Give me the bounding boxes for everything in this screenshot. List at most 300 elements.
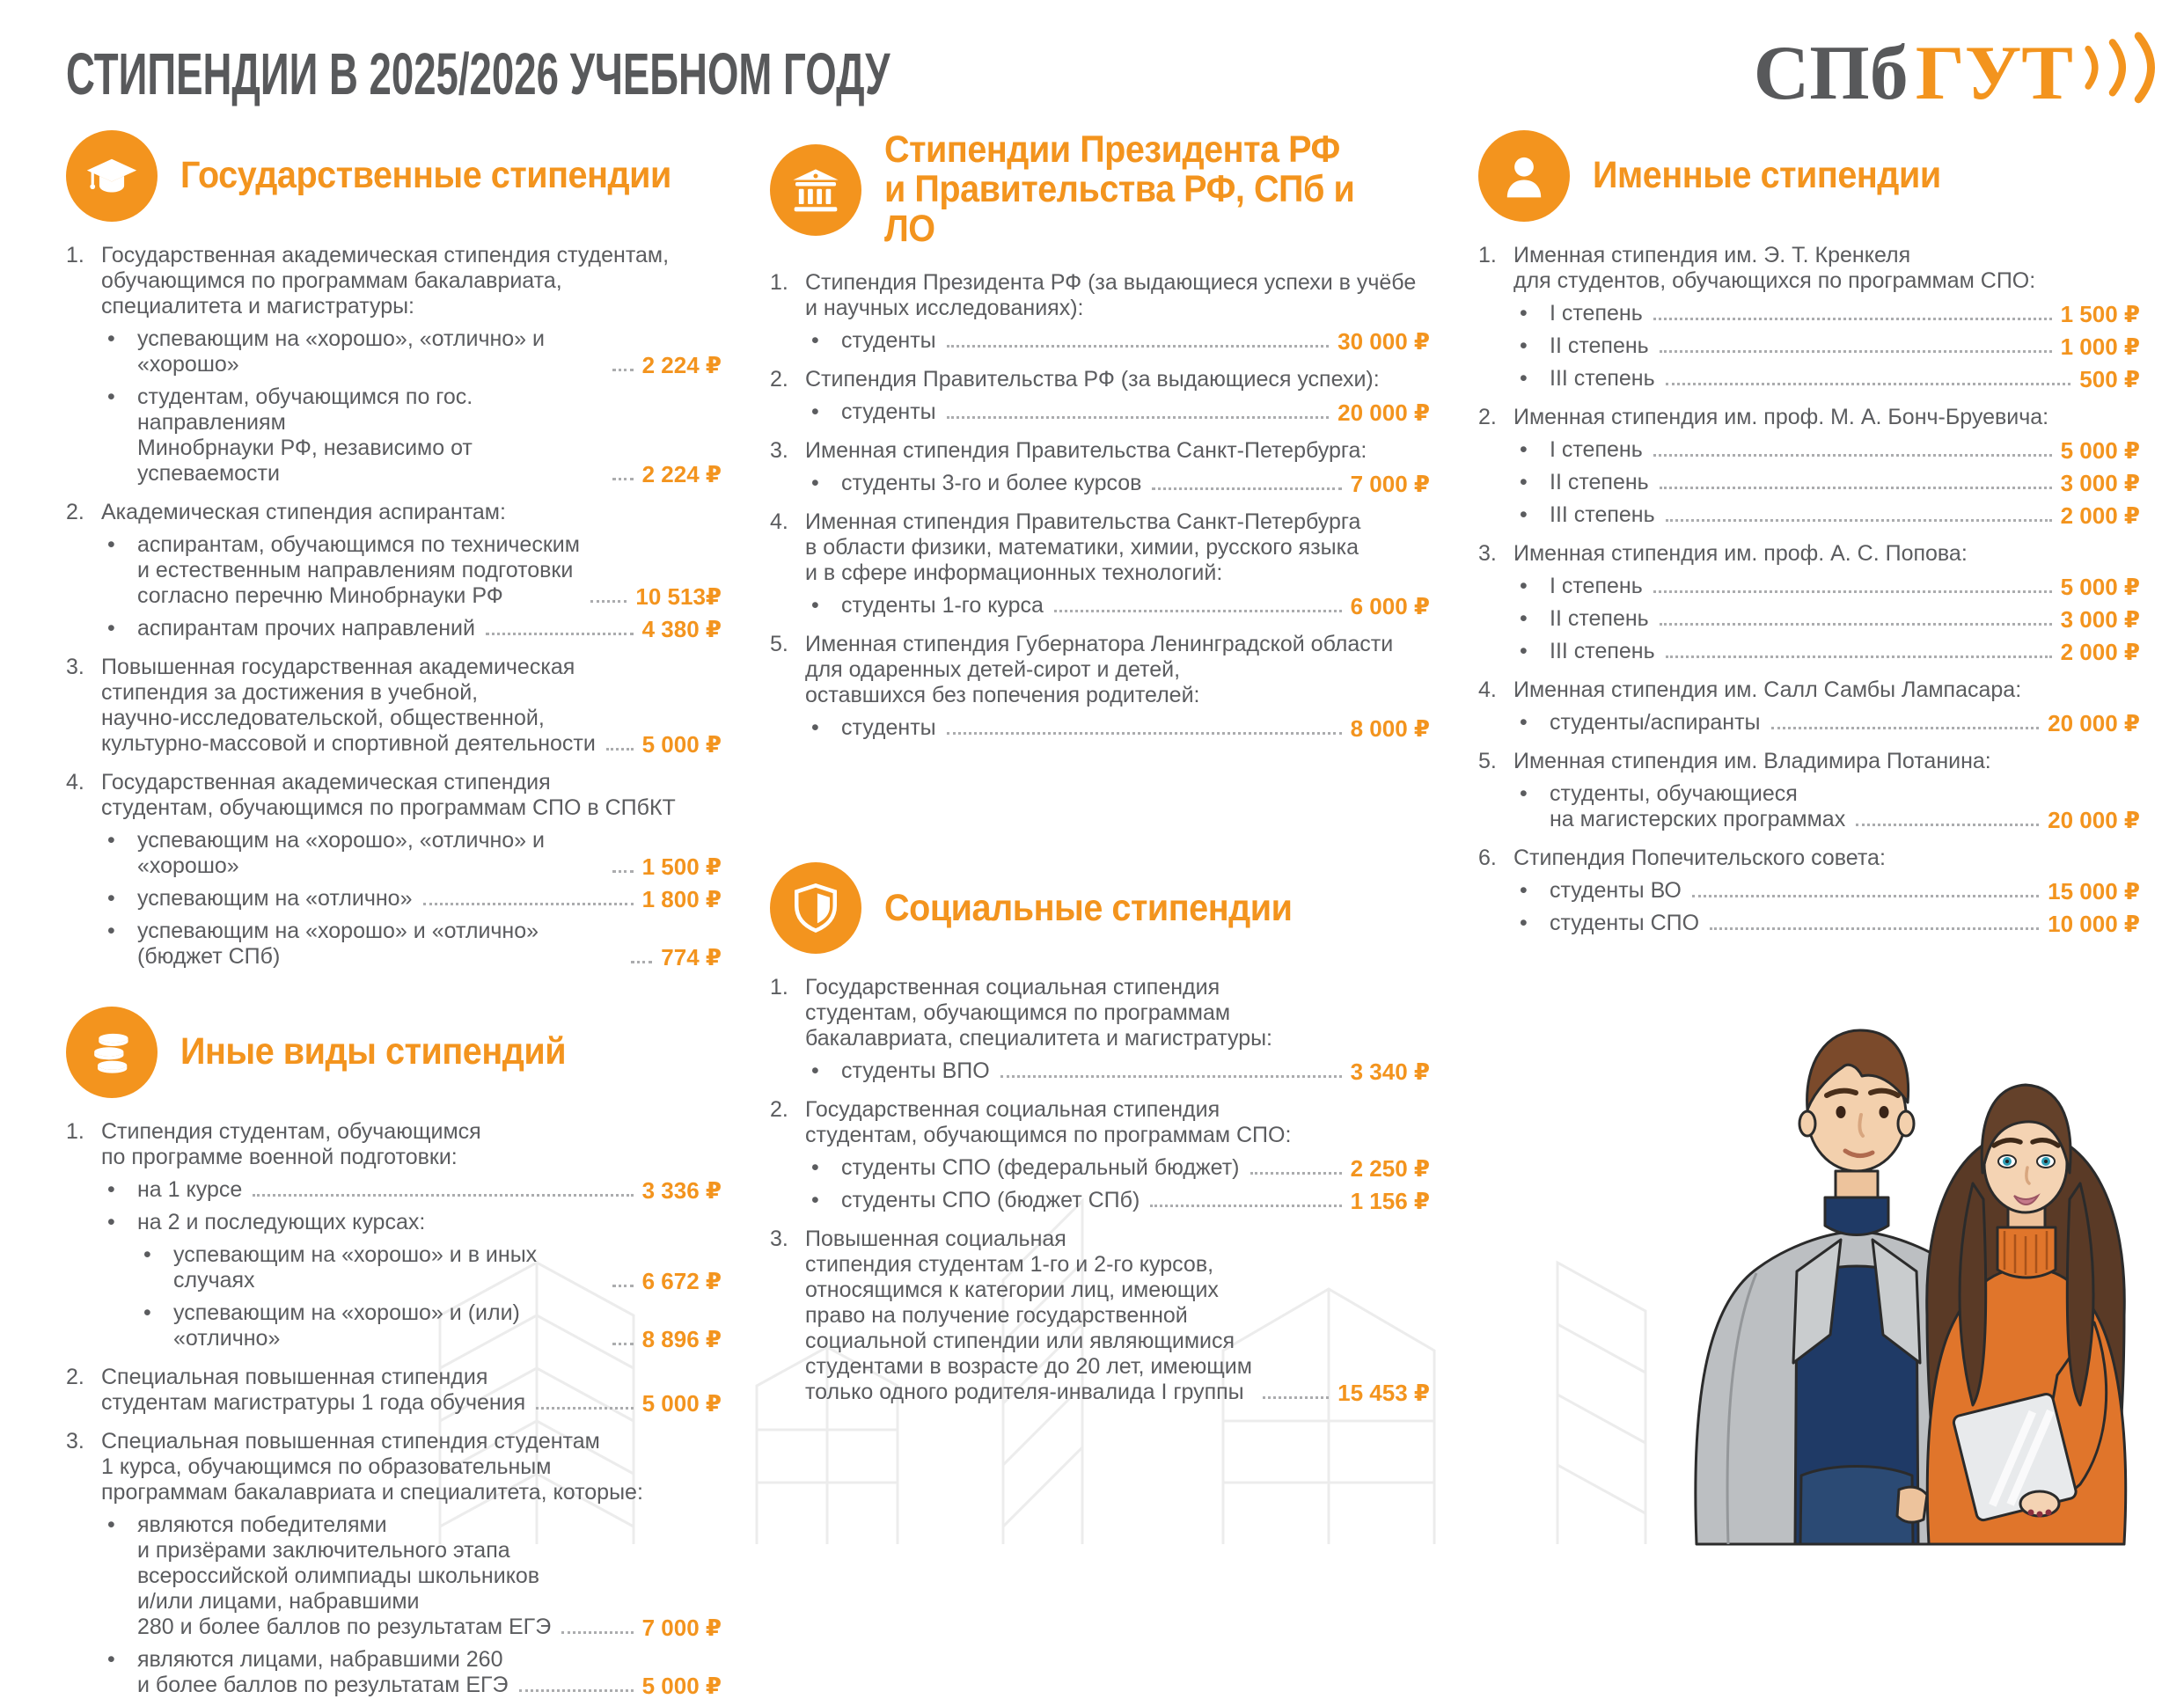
bullet-body <box>841 1155 1430 1181</box>
dotted-leader <box>1000 1075 1342 1078</box>
item-text-row <box>805 1227 1430 1405</box>
item-number: 4. <box>1478 677 1497 702</box>
amount-value: 5 000 ₽ <box>641 730 722 758</box>
dotted-leader <box>1660 623 2052 626</box>
bullet-marker-icon <box>101 1647 137 1698</box>
amount-value: 5 000 ₽ <box>2060 436 2140 464</box>
bullet-text: студенты, обучающиеся на магистерских программах <box>1550 781 1846 831</box>
bullet-item <box>137 1300 722 1351</box>
bullet-item <box>101 1210 722 1351</box>
item-text: Стипендия Попечительского совета: <box>1513 846 1886 870</box>
amount-value: 15 453 ₽ <box>1338 1380 1430 1407</box>
column-left <box>66 130 722 1698</box>
item-body <box>1513 405 2140 528</box>
bullet-body <box>1550 301 2140 326</box>
item-body <box>101 1119 722 1351</box>
item-body <box>805 270 1430 354</box>
bullet-text-row <box>1550 574 2140 599</box>
item-number: 3. <box>770 1227 788 1252</box>
item-number: 1. <box>66 243 84 267</box>
item-text-row <box>805 632 1430 708</box>
item-text: Именная стипендия им. Салл Самбы Лампасара: <box>1513 677 2022 702</box>
section-items <box>66 243 722 970</box>
bullet-item <box>805 328 1430 354</box>
bullet-body <box>1550 710 2140 736</box>
bullet-text: аспирантам прочих направлений <box>137 616 475 641</box>
bullet-marker-icon <box>137 1300 173 1351</box>
scholarship-item <box>770 438 1430 496</box>
bullet-body <box>1550 333 2140 359</box>
dotted-leader <box>486 633 634 635</box>
scholarship-item <box>66 1365 722 1416</box>
scholarship-item <box>770 509 1430 619</box>
bullet-text-row <box>137 886 722 912</box>
page-title: СТИПЕНДИИ В 2025/2026 УЧЕБНОМ ГОДУ <box>66 41 890 107</box>
bullet-text-row <box>173 1242 722 1293</box>
section-items <box>66 1119 722 1698</box>
item-number: 2. <box>66 500 84 524</box>
item-number: 3. <box>66 655 84 679</box>
dotted-leader <box>612 870 634 873</box>
bullet-item <box>805 399 1430 425</box>
amount-value: 7 000 ₽ <box>641 1614 722 1641</box>
scholarship-item <box>1478 405 2140 528</box>
section-state <box>66 130 722 970</box>
person-icon <box>1478 130 1570 222</box>
item-text: Стипендия Правительства РФ (за выдающиеся успехи): <box>805 367 1380 392</box>
dotted-leader <box>1660 487 2052 489</box>
item-text: Государственная социальная стипендия студентам, обучающимся по программам СПО: <box>805 1097 1292 1148</box>
bullet-text: успевающим на «хорошо» и (или) «отлично» <box>173 1300 520 1351</box>
bank-icon <box>770 144 861 236</box>
bullet-text-row <box>841 1188 1430 1213</box>
bullet-marker-icon <box>101 326 137 377</box>
bullet-text: I степень <box>1550 437 1643 462</box>
dotted-leader <box>1653 590 2052 593</box>
bullet-body <box>841 715 1430 741</box>
section-title: Социальные стипендии <box>884 886 1293 929</box>
section-header <box>66 1007 722 1098</box>
bullet-body <box>173 1300 722 1351</box>
amount-value: 5 000 ₽ <box>641 1672 722 1699</box>
item-body <box>101 500 722 641</box>
scholarship-item <box>66 500 722 641</box>
bullet-marker-icon <box>1513 333 1550 359</box>
amount-value: 2 250 ₽ <box>1350 1155 1430 1183</box>
scholarship-item <box>770 632 1430 741</box>
bullet-marker-icon <box>1513 878 1550 904</box>
amount-value: 3 000 ₽ <box>2060 605 2140 633</box>
bullet-item <box>101 886 722 912</box>
item-text: Академическая стипендия аспирантам: <box>101 500 506 524</box>
section-header <box>66 130 722 222</box>
logo-text-spb: СПб <box>1753 31 1909 116</box>
item-text-row <box>1513 677 2140 703</box>
bullet-body <box>137 1210 722 1351</box>
bullet-marker-icon <box>1513 574 1550 599</box>
bullet-item <box>1513 366 2140 392</box>
item-text-row <box>101 500 722 525</box>
scholarship-item <box>66 243 722 487</box>
amount-value: 3 000 ₽ <box>2060 469 2140 496</box>
bullet-text-row <box>841 1155 1430 1181</box>
bullet-text: I степень <box>1550 574 1643 598</box>
dotted-leader <box>1692 895 2039 897</box>
bullet-text: успевающим на «отлично» <box>137 886 413 911</box>
item-text: Специальная повышенная стипендия студентам магистратуры 1 года обучения <box>101 1365 526 1415</box>
bullet-text: являются победителями и призёрами заключительного этапа всероссийской олимпиады школьников и/или лицами, набравшими 280 и более баллов по результатам ЕГЭ <box>137 1512 552 1639</box>
section-header <box>1478 130 2140 222</box>
item-text-row <box>805 975 1430 1051</box>
bullet-body <box>841 328 1430 354</box>
bullet-marker-icon <box>1513 911 1550 936</box>
dotted-leader <box>947 732 1342 735</box>
bullet-marker-icon <box>101 828 137 879</box>
bullet-item <box>1513 781 2140 832</box>
item-text: Именная стипендия Правительства Санкт-Петербурга: <box>805 438 1367 464</box>
bullet-item <box>137 1242 722 1293</box>
amount-value: 6 672 ₽ <box>641 1267 722 1294</box>
bullet-text-row <box>137 1177 722 1203</box>
bullet-text-row <box>841 715 1430 741</box>
column-middle <box>770 130 1430 1698</box>
dotted-leader <box>1653 318 2052 320</box>
section-president <box>770 130 1430 741</box>
bullet-marker-icon <box>137 1242 173 1293</box>
bullet-body <box>841 1058 1430 1084</box>
bullet-marker-icon <box>805 1188 841 1213</box>
bullet-text: студенты ВО <box>1550 878 1682 903</box>
amount-value: 2 224 ₽ <box>641 460 722 487</box>
item-body <box>1513 243 2140 392</box>
scholarship-item <box>66 1429 722 1698</box>
bullet-text: успевающим на «хорошо», «отлично» и «хорошо» <box>137 326 545 377</box>
bullet-body <box>1550 911 2140 936</box>
bullet-text-row <box>1550 301 2140 326</box>
item-text-row <box>101 655 722 757</box>
bullet-body <box>137 919 722 970</box>
dotted-leader <box>1856 824 2039 826</box>
bullet-body <box>173 1242 722 1293</box>
item-text: Именная стипендия им. проф. А. С. Попова: <box>1513 541 1968 566</box>
dotted-leader <box>590 600 627 603</box>
section-social <box>770 862 1430 1405</box>
bullet-text: являются лицами, набравшими 260 и более баллов по результатам ЕГЭ <box>137 1647 509 1697</box>
spbgut-logo <box>1754 32 2163 116</box>
item-number: 4. <box>770 509 788 535</box>
bullet-text: II степень <box>1550 470 1649 494</box>
bullet-item <box>1513 878 2140 904</box>
bullet-item <box>1513 574 2140 599</box>
amount-value: 6 000 ₽ <box>1350 593 1430 620</box>
dotted-leader <box>1666 519 2052 522</box>
bullet-item <box>101 326 722 377</box>
bullet-item <box>1513 639 2140 664</box>
bullet-marker-icon <box>101 886 137 912</box>
scholarship-item <box>1478 677 2140 736</box>
item-body <box>101 1365 722 1416</box>
item-text-row <box>101 770 722 821</box>
bullet-text-row <box>1550 366 2140 392</box>
amount-value: 5 000 ₽ <box>2060 573 2140 600</box>
scholarship-item <box>770 270 1430 354</box>
item-body <box>101 770 722 970</box>
item-text-row <box>101 243 722 319</box>
dotted-leader <box>1666 655 2052 658</box>
bullet-text: успевающим на «хорошо» и в иных случаях <box>173 1242 538 1293</box>
amount-value: 30 000 ₽ <box>1338 328 1430 355</box>
item-number: 1. <box>1478 243 1497 267</box>
item-text: Именная стипендия Губернатора Ленинградской области для одаренных детей-сирот и детей, оставшихся без попечения родителей: <box>805 632 1394 708</box>
scholarship-item <box>770 975 1430 1084</box>
section-items <box>770 270 1430 741</box>
bullet-item <box>1513 301 2140 326</box>
bullet-item <box>1513 502 2140 528</box>
bullet-text-row <box>137 1647 722 1698</box>
bullet-text-row <box>137 1210 722 1235</box>
dotted-leader <box>1710 927 2039 930</box>
item-body <box>101 655 722 757</box>
bullet-text-row <box>137 828 722 879</box>
item-number: 1. <box>66 1119 84 1144</box>
bullet-text-row <box>1550 502 2140 528</box>
bullet-text: студенты СПО <box>1550 911 1700 935</box>
bullet-text: III степень <box>1550 639 1655 663</box>
bullet-item <box>101 828 722 879</box>
bullet-body <box>841 471 1430 496</box>
bullet-marker-icon <box>1513 470 1550 495</box>
bullet-text-row <box>1550 639 2140 664</box>
section-title: Стипендии Президента РФ и Правительства РФ, СПб и ЛО <box>884 128 1355 251</box>
bullet-text: на 1 курсе <box>137 1177 243 1202</box>
amount-value: 4 380 ₽ <box>641 615 722 642</box>
item-body <box>1513 541 2140 664</box>
bullet-marker-icon <box>101 384 137 487</box>
amount-value: 2 000 ₽ <box>2060 638 2140 665</box>
scholarship-item <box>66 655 722 757</box>
bullet-marker-icon <box>101 1177 137 1203</box>
bullet-text-row <box>137 919 722 970</box>
scholarship-item <box>1478 243 2140 392</box>
dotted-leader <box>947 345 1330 348</box>
bullet-text: студенты/аспиранты <box>1550 710 1761 735</box>
item-number: 2. <box>1478 405 1497 429</box>
bullet-body <box>1550 502 2140 528</box>
item-body <box>1513 749 2140 832</box>
section-title: Государственные стипендии <box>180 154 671 197</box>
bullet-marker-icon <box>1513 366 1550 392</box>
bullet-body <box>137 828 722 879</box>
bullet-body <box>841 1188 1430 1213</box>
bullet-item <box>101 532 722 609</box>
dotted-leader <box>612 1343 634 1345</box>
amount-value: 20 000 ₽ <box>1338 399 1430 427</box>
item-text: Именная стипендия им. Владимира Потанина: <box>1513 749 1991 773</box>
bullet-body <box>137 1177 722 1203</box>
amount-value: 15 000 ₽ <box>2048 877 2140 904</box>
scholarship-item <box>1478 749 2140 832</box>
bullet-item <box>1513 911 2140 936</box>
item-text-row <box>805 270 1430 321</box>
item-text-row <box>1513 846 2140 871</box>
item-body <box>805 975 1430 1084</box>
bullet-marker-icon <box>101 919 137 970</box>
item-text-row <box>101 1365 722 1416</box>
item-body <box>805 438 1430 496</box>
bullet-item <box>805 471 1430 496</box>
bullet-text: студенты <box>841 715 936 741</box>
amount-value: 1 800 ₽ <box>641 885 722 912</box>
bullet-text: студенты 3-го и более курсов <box>841 471 1142 496</box>
item-number: 5. <box>770 632 788 657</box>
dotted-leader <box>606 748 634 751</box>
bullet-marker-icon <box>1513 639 1550 664</box>
amount-value: 8 896 ₽ <box>641 1325 722 1352</box>
bullet-marker-icon <box>805 1058 841 1084</box>
bullet-text: студенты СПО (федеральный бюджет) <box>841 1155 1240 1181</box>
bullet-marker-icon <box>101 532 137 609</box>
bullet-marker-icon <box>805 471 841 496</box>
bullet-item <box>805 1188 1430 1213</box>
bullet-marker-icon <box>1513 710 1550 736</box>
bullet-body <box>137 326 722 377</box>
dotted-leader <box>947 416 1330 419</box>
item-text-row <box>805 438 1430 464</box>
item-number: 3. <box>66 1429 84 1454</box>
bullet-text: III степень <box>1550 502 1655 527</box>
amount-value: 10 513₽ <box>635 582 722 610</box>
dotted-leader <box>612 478 634 480</box>
dotted-leader <box>612 369 634 371</box>
amount-value: 5 000 ₽ <box>641 1389 722 1417</box>
bullet-marker-icon <box>1513 606 1550 632</box>
bullet-item <box>1513 470 2140 495</box>
bullet-marker-icon <box>1513 781 1550 832</box>
section-other <box>66 1007 722 1698</box>
dotted-leader <box>1771 727 2040 729</box>
item-text: Именная стипендия им. Э. Т. Кренкеля для студентов, обучающихся по программам СПО: <box>1513 243 2036 293</box>
dotted-leader <box>519 1689 634 1692</box>
bullet-text: I степень <box>1550 301 1643 326</box>
item-text: Государственная академическая стипендия студентам, обучающимся по программам СПО в СПбКТ <box>101 770 676 820</box>
section-items <box>770 975 1430 1405</box>
bullet-item <box>805 1058 1430 1084</box>
bullet-body <box>1550 639 2140 664</box>
dotted-leader <box>1263 1396 1329 1399</box>
bullet-text-row <box>173 1300 722 1351</box>
amount-value: 1 500 ₽ <box>2060 300 2140 327</box>
bullet-marker-icon <box>1513 437 1550 463</box>
bullet-body <box>137 886 722 912</box>
bullet-marker-icon <box>1513 301 1550 326</box>
item-body <box>805 632 1430 741</box>
bullet-body <box>1550 878 2140 904</box>
amount-value: 20 000 ₽ <box>2048 806 2140 833</box>
bullet-body <box>1550 437 2140 463</box>
dotted-leader <box>536 1407 633 1410</box>
item-text-row <box>805 1097 1430 1148</box>
amount-value: 1 156 ₽ <box>1350 1188 1430 1215</box>
bullet-item <box>101 919 722 970</box>
logo-text-gut: ГУТ <box>1915 31 2073 116</box>
section-header <box>770 862 1430 954</box>
scholarship-item <box>66 770 722 970</box>
scholarship-item <box>1478 846 2140 936</box>
bullet-item <box>805 593 1430 619</box>
scholarship-item <box>770 1227 1430 1405</box>
bullet-body <box>1550 470 2140 495</box>
dotted-leader <box>1666 383 2071 385</box>
item-number: 2. <box>770 1097 788 1123</box>
dotted-leader <box>1152 487 1341 490</box>
bullet-body <box>1550 606 2140 632</box>
bullet-body <box>137 532 722 609</box>
coins-icon <box>66 1007 158 1098</box>
radio-waves-icon <box>2077 32 2163 116</box>
item-text: Государственная социальная стипендия студентам, обучающимся по программам бакалавриата, специалитета и магистратуры: <box>805 975 1273 1051</box>
bullet-text-row <box>1550 333 2140 359</box>
bullet-body <box>1550 574 2140 599</box>
item-text: Государственная академическая стипендия студентам, обучающимся по программам бакалавриата, специалитета и магистратуры: <box>101 243 670 319</box>
bullet-item <box>101 1177 722 1203</box>
amount-value: 500 ₽ <box>2079 365 2140 392</box>
amount-value: 2 224 ₽ <box>641 351 722 378</box>
bullet-item <box>805 715 1430 741</box>
scholarship-item <box>770 1097 1430 1213</box>
bullet-body <box>137 616 722 641</box>
bullet-text: аспирантам, обучающимся по техническим и естественным направлениям подготовки согласно перечню Минобрнауки РФ <box>137 532 580 608</box>
bullet-marker-icon <box>101 1512 137 1640</box>
item-text-row <box>1513 749 2140 774</box>
bullet-text: студенты <box>841 399 936 425</box>
dotted-leader <box>253 1194 633 1197</box>
bullet-item <box>805 1155 1430 1181</box>
bullet-marker-icon <box>101 1210 137 1351</box>
item-text-row <box>1513 243 2140 294</box>
bullet-text-row <box>137 384 722 487</box>
amount-value: 3 336 ₽ <box>641 1176 722 1204</box>
graduation-cap-icon <box>66 130 158 222</box>
bullet-text: II степень <box>1550 333 1649 358</box>
item-text: Именная стипендия Правительства Санкт-Петербурга в области физики, математики, химии, русского языка и в сфере информационных технологий: <box>805 509 1361 586</box>
amount-value: 1 000 ₽ <box>2060 333 2140 360</box>
dotted-leader <box>1150 1205 1341 1207</box>
scholarship-item <box>1478 541 2140 664</box>
bullet-marker-icon <box>805 715 841 741</box>
bullet-body <box>1550 366 2140 392</box>
section-title: Иные виды стипендий <box>180 1030 567 1073</box>
bullet-text: студенты ВПО <box>841 1058 990 1084</box>
bullet-text: на 2 и последующих курсах: <box>137 1210 426 1234</box>
bullet-text: студентам, обучающимся по гос. направлениям Минобрнауки РФ, независимо от успеваемости <box>137 384 473 486</box>
item-number: 4. <box>66 770 84 795</box>
amount-value: 774 ₽ <box>661 943 722 970</box>
bullet-marker-icon <box>805 593 841 619</box>
item-body <box>805 1097 1430 1213</box>
item-text: Специальная повышенная стипендия студентам 1 курса, обучающимся по образовательным программам бакалавриата и специалитета, которые: <box>101 1429 643 1505</box>
item-text-row <box>101 1119 722 1170</box>
bullet-text: успевающим на «хорошо», «отлично» и «хорошо» <box>137 828 545 878</box>
dotted-leader <box>1250 1172 1342 1175</box>
item-number: 6. <box>1478 846 1497 870</box>
section-title: Именные стипендии <box>1593 154 1941 197</box>
item-body <box>805 1227 1430 1405</box>
dotted-leader <box>612 1285 634 1287</box>
item-body <box>1513 677 2140 736</box>
item-number: 1. <box>770 270 788 296</box>
column-right <box>1478 130 2140 1698</box>
bullet-marker-icon <box>805 1155 841 1181</box>
